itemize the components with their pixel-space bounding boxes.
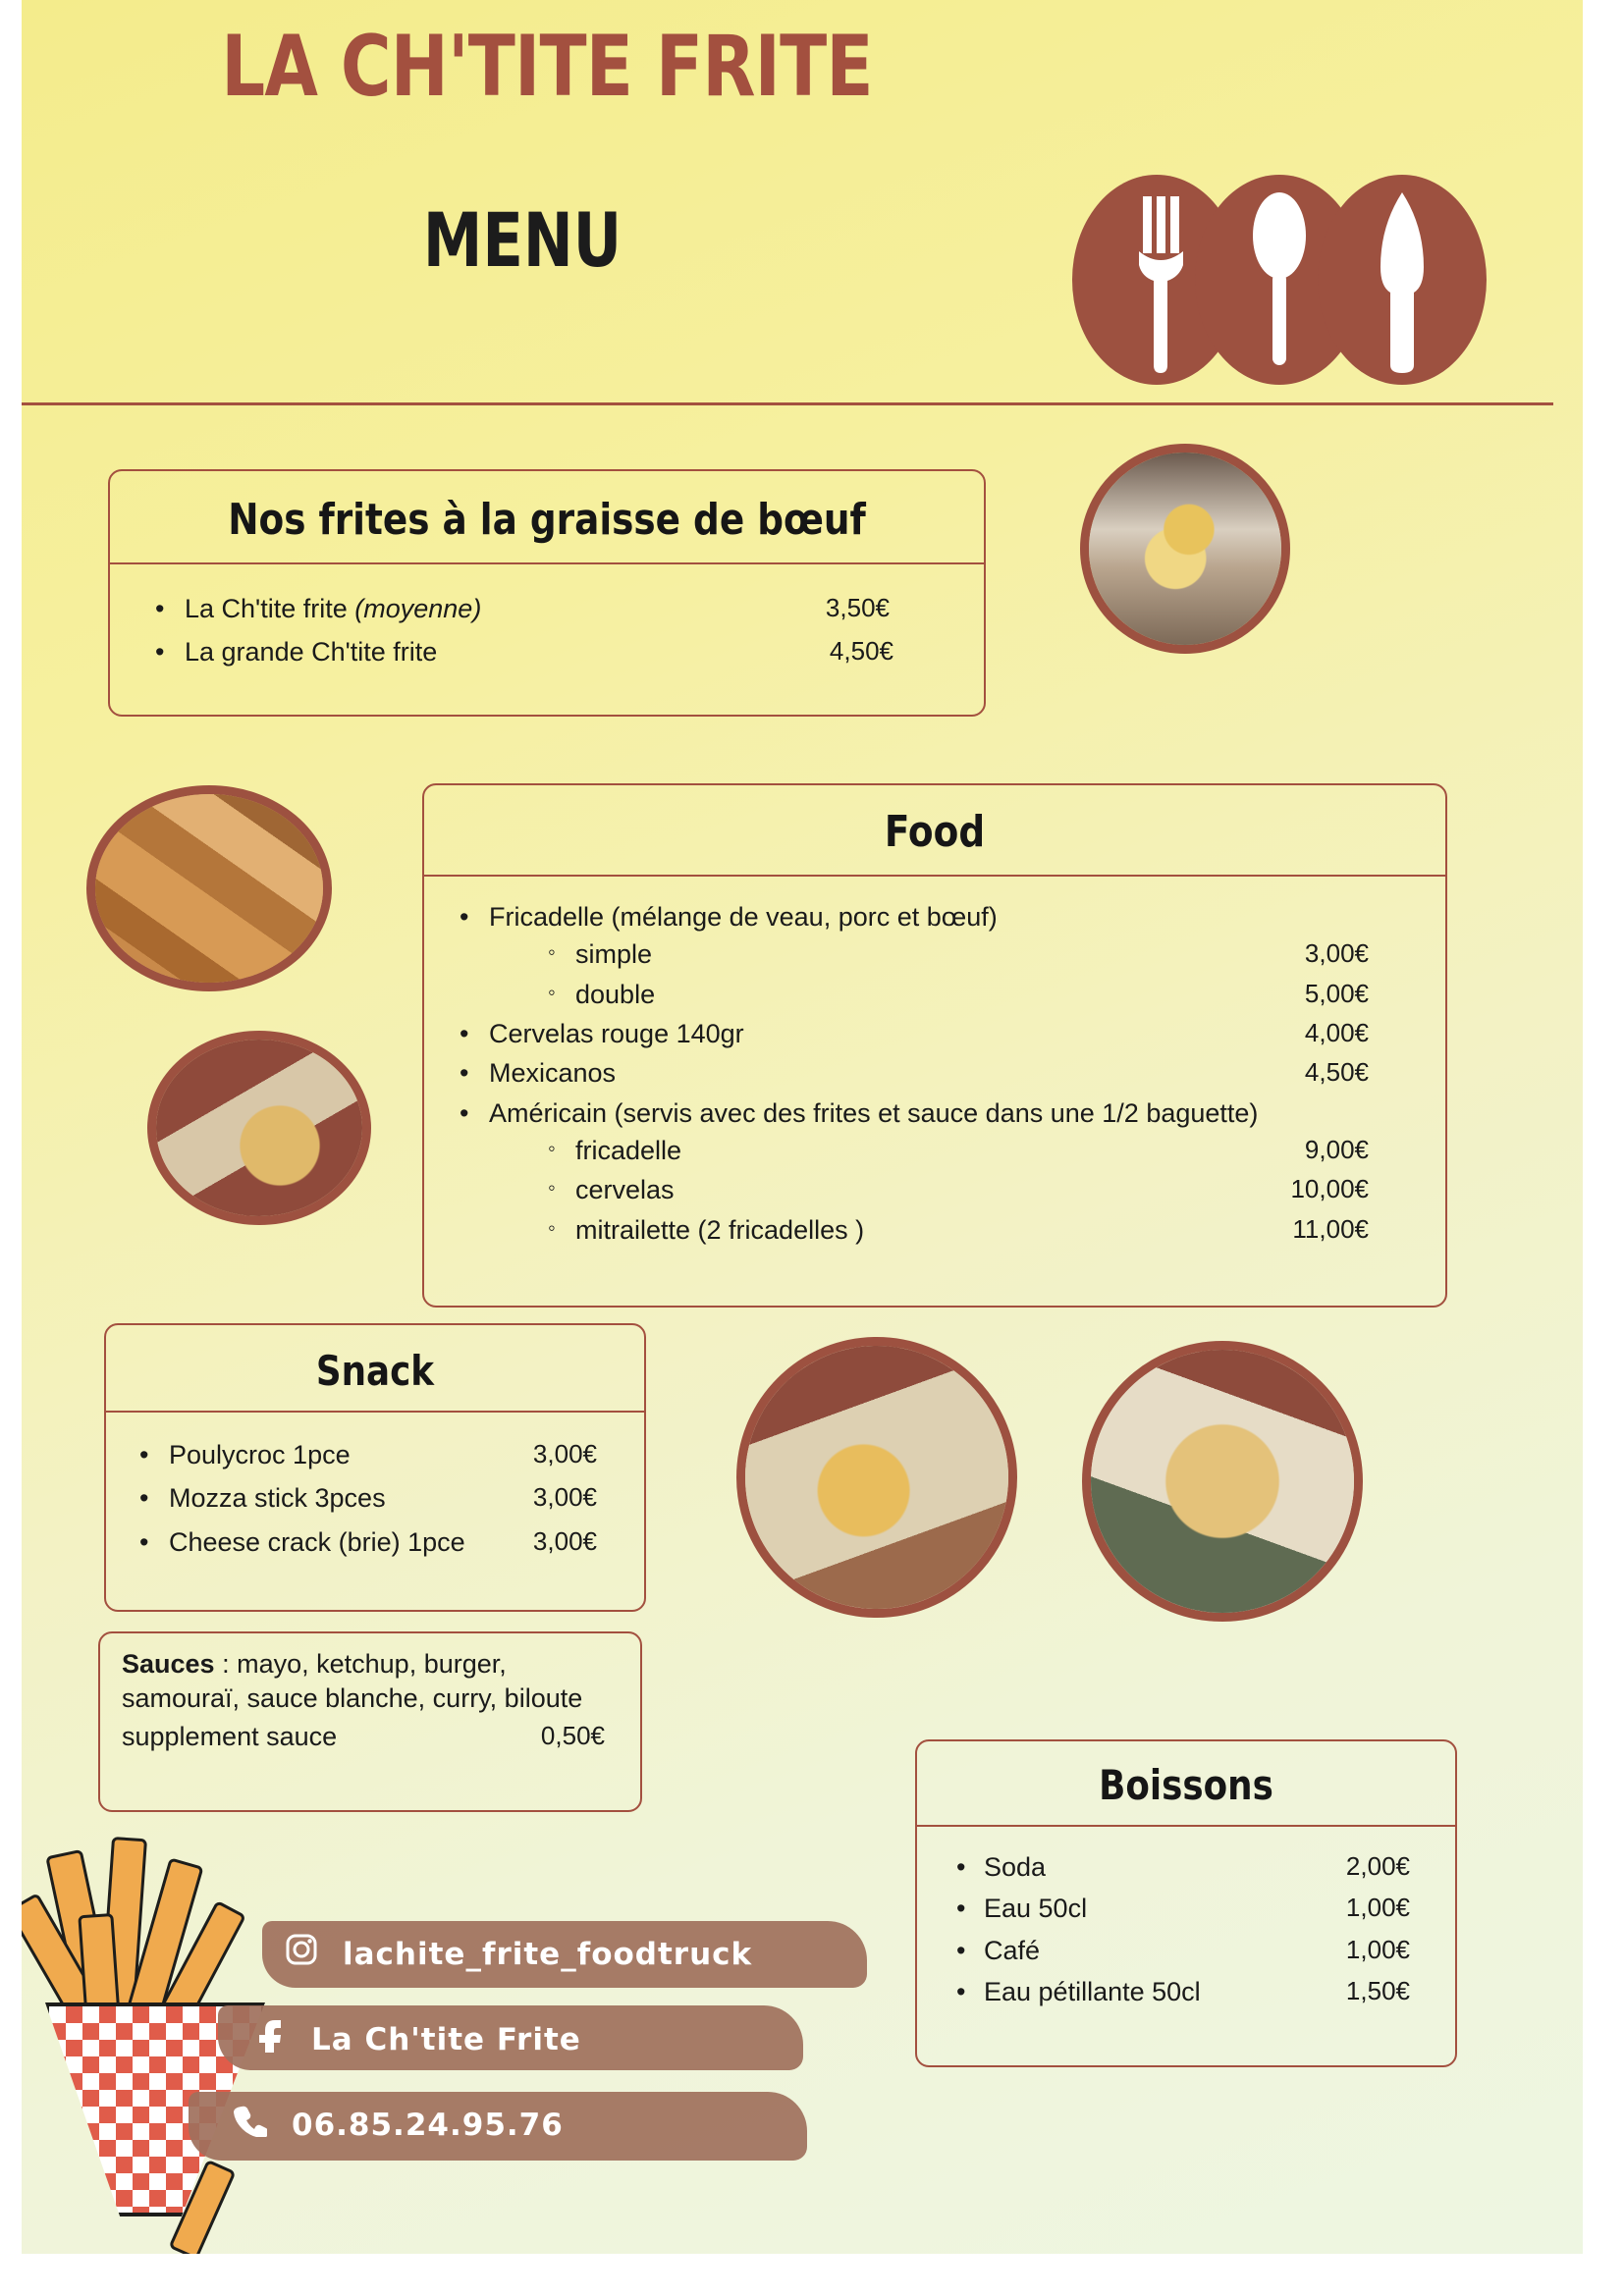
photo-fries-bag [736,1337,1017,1618]
sub-list [489,1132,1410,1249]
scan-margin-left [0,0,22,2268]
sauces-list: : mayo, ketchup, burger, samouraï, sauce blanche, curry, biloute [122,1649,583,1714]
item-label: fricadelle [575,1135,682,1165]
list-item [139,1523,617,1561]
item-price: 4,00€ [1304,1017,1369,1047]
bullet-icon: • [155,637,165,667]
item-label: Cervelas rouge 140gr [489,1018,744,1048]
item-label: Mozza stick 3pces [169,1483,386,1514]
list-item [139,1479,617,1517]
food-item-list [424,877,1445,1249]
list-item [956,1973,1430,2010]
knife-icon [1318,175,1487,385]
item-price: 4,50€ [829,636,893,667]
photo-image [745,1346,1008,1609]
photo-frites-cone [1080,444,1290,654]
section-sauces [98,1631,642,1812]
scan-margin-right [1583,0,1624,2296]
item-price: 3,00€ [532,1439,597,1468]
frites-item-list [110,564,984,671]
item-price: 2,00€ [1345,1851,1410,1881]
section-food-title: Food [884,807,986,857]
sauces-text [100,1633,640,1754]
circle-bullet-icon: ◦ [548,1175,556,1201]
list-item [548,1132,1410,1169]
sauces-heading: Sauces [122,1649,215,1679]
instagram-glyph [285,1933,318,1966]
list-item [956,1848,1430,1886]
item-label: Américain (servis avec des frites et sauce dans une 1/2 baguette) [489,1097,1259,1128]
item-price: 1,00€ [1345,1893,1410,1923]
list-item [460,1095,1410,1249]
bullet-icon: • [460,902,469,932]
list-item [548,1211,1410,1249]
list-item [548,1171,1410,1208]
section-boissons-title: Boissons [1099,1761,1273,1809]
brand-title: LA CH'TITE FRITE [221,18,873,116]
item-label: double [575,979,656,1009]
item-note: (moyenne) [354,594,482,623]
photo-image [156,1040,362,1216]
item-label: Eau 50cl [984,1894,1088,1924]
circle-bullet-icon: ◦ [548,979,556,1004]
menu-word: MENU [422,196,623,284]
phone-row[interactable] [231,2104,564,2146]
menu-header [22,0,1583,407]
bullet-icon: • [956,1976,966,2006]
phone-number: 06.85.24.95.76 [292,2107,564,2143]
list-item [548,976,1410,1013]
facebook-handle: La Ch'tite Frite [311,2021,581,2057]
contact-block [272,1929,900,2223]
item-price: 3,50€ [825,593,890,622]
section-snack-title: Snack [315,1347,435,1395]
photo-sausages [86,785,332,991]
item-label: Eau pétillante 50cl [984,1976,1201,2006]
header-divider [22,402,1553,405]
bullet-icon: • [139,1483,149,1514]
item-label: La grande Ch'tite frite [185,637,438,667]
list-item [139,1436,617,1473]
item-price: 4,50€ [1304,1057,1369,1088]
list-item [956,1932,1430,1969]
item-label: Poulycroc 1pce [169,1440,351,1469]
item-label: Soda [984,1852,1047,1882]
circle-bullet-icon: ◦ [548,1135,556,1160]
section-frites [108,469,986,717]
item-price: 10,00€ [1290,1174,1369,1204]
facebook-icon [250,2017,290,2061]
boissons-item-list [917,1827,1455,2010]
list-item [460,1015,1410,1052]
item-label: Fricadelle (mélange de veau, porc et bœuf) [489,902,998,932]
circle-bullet-icon: ◦ [548,939,556,965]
item-price: 5,00€ [1304,978,1369,1008]
item-label: Mexicanos [489,1058,617,1089]
supplement-row [122,1720,619,1754]
photo-americain [147,1031,371,1225]
photo-image [95,794,323,983]
item-price: 3,00€ [532,1525,597,1556]
bullet-icon: • [139,1526,149,1557]
menu-sheet [22,0,1583,2268]
section-food [422,783,1447,1308]
list-item [956,1890,1430,1927]
item-label: La Ch'tite frite [185,594,348,623]
list-item [460,1054,1410,1092]
list-item [155,590,945,627]
bullet-icon: • [155,594,165,623]
facebook-row[interactable] [250,2017,581,2061]
photo-hotdog [1082,1341,1363,1622]
photo-image [1091,1350,1354,1613]
item-price: 3,00€ [1304,938,1369,969]
list-item [460,898,1410,1013]
supplement-price: 0,50€ [540,1721,605,1751]
item-label: mitrailette (2 fricadelles ) [575,1214,865,1245]
bullet-icon: • [956,1935,966,1965]
supplement-label: supplement sauce [122,1722,338,1752]
item-label: cervelas [575,1175,675,1205]
bullet-icon: • [139,1440,149,1469]
list-item [548,935,1410,973]
section-boissons [915,1739,1457,2067]
item-label: simple [575,939,653,970]
phone-icon [231,2104,270,2146]
instagram-icon [282,1933,321,1975]
item-price: 1,00€ [1345,1934,1410,1964]
bullet-icon: • [956,1852,966,1882]
scan-margin-bottom [0,2254,1624,2296]
instagram-handle: lachite_frite_foodtruck [343,1936,753,1972]
knife-glyph [1318,175,1487,385]
phone-glyph [234,2104,267,2137]
list-item [155,633,945,670]
item-label: Café [984,1935,1041,1965]
item-price: 3,00€ [532,1482,597,1513]
snack-item-list [106,1413,644,1561]
section-frites-title: Nos frites à la graisse de bœuf [228,495,866,545]
section-snack [104,1323,646,1612]
bullet-icon: • [460,1058,469,1089]
bullet-icon: • [460,1097,469,1128]
bullet-icon: • [460,1018,469,1048]
sub-list [489,935,1410,1013]
item-price: 1,50€ [1345,1975,1410,2005]
instagram-row[interactable] [282,1933,752,1975]
item-label: Cheese crack (brie) 1pce [169,1526,465,1557]
item-price: 9,00€ [1304,1134,1369,1164]
facebook-glyph [253,2017,287,2053]
bullet-icon: • [956,1894,966,1924]
circle-bullet-icon: ◦ [548,1214,556,1240]
photo-image [1089,453,1281,645]
item-price: 11,00€ [1292,1213,1369,1244]
